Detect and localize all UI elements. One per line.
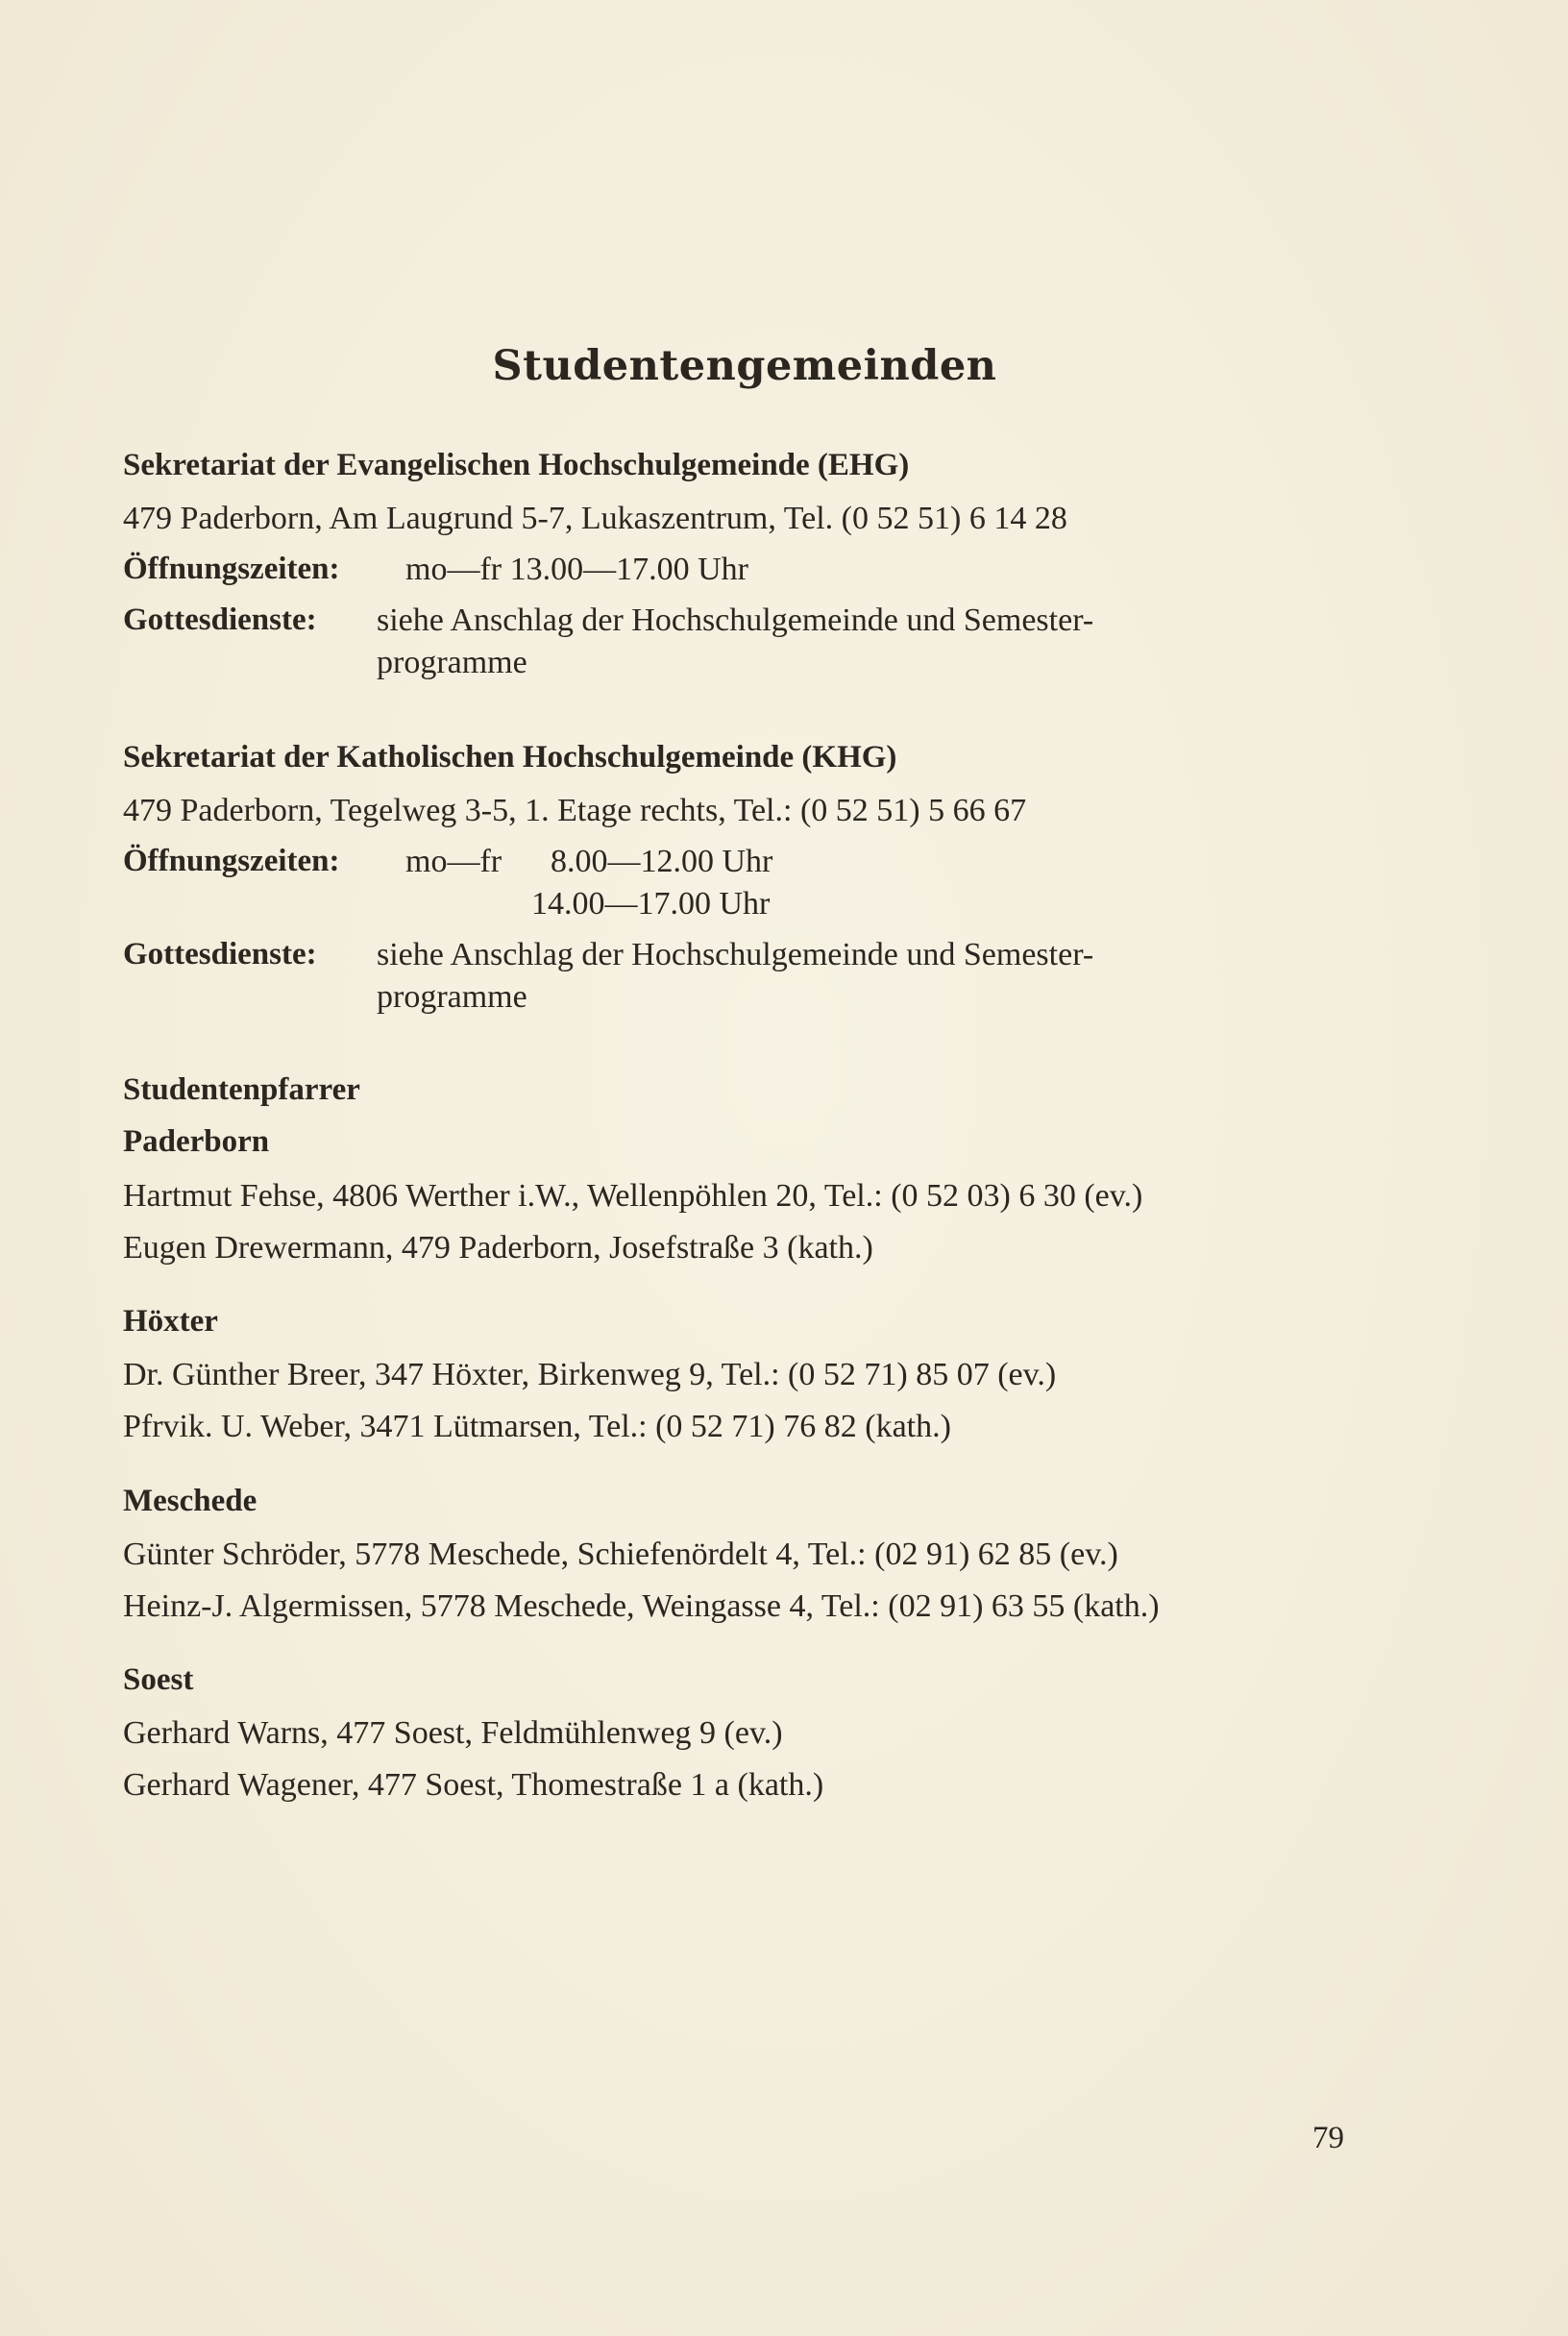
- ehg-services-value-1: siehe Anschlag der Hochschulgemeinde und Semester-: [377, 602, 1094, 638]
- ehg-address: 479 Paderborn, Am Laugrund 5-7, Lukaszentrum, Tel. (0 52 51) 6 14 28: [123, 501, 1067, 536]
- page-title: Studentengemeinden: [492, 342, 997, 390]
- list-item: Pfrvik. U. Weber, 3471 Lütmarsen, Tel.: (0 52 71) 76 82 (kath.): [123, 1409, 951, 1444]
- pfarrer-heading: Studentenpfarrer: [123, 1072, 360, 1107]
- khg-services-value-1: siehe Anschlag der Hochschulgemeinde und Semester-: [377, 937, 1094, 972]
- ehg-hours-value: mo—fr 13.00—17.00 Uhr: [405, 552, 748, 587]
- khg-hours-1: 8.00—12.00 Uhr: [551, 844, 773, 879]
- khg-hours-2: 14.00—17.00 Uhr: [531, 886, 771, 922]
- meschede-heading: Meschede: [123, 1484, 257, 1518]
- ehg-services-label: Gottesdienste:: [123, 602, 317, 637]
- ehg-hours-label: Öffnungszeiten:: [123, 552, 340, 586]
- khg-services-value-2: programme: [377, 979, 527, 1015]
- soest-heading: Soest: [123, 1662, 194, 1697]
- list-item: Günter Schröder, 5778 Meschede, Schiefenördelt 4, Tel.: (02 91) 62 85 (ev.): [123, 1537, 1118, 1572]
- khg-hours-label: Öffnungszeiten:: [123, 844, 340, 878]
- page-number: 79: [1312, 2121, 1344, 2155]
- khg-address: 479 Paderborn, Tegelweg 3-5, 1. Etage rechts, Tel.: (0 52 51) 5 66 67: [123, 793, 1027, 828]
- list-item: Hartmut Fehse, 4806 Werther i.W., Wellenpöhlen 20, Tel.: (0 52 03) 6 30 (ev.): [123, 1178, 1143, 1214]
- list-item: Gerhard Warns, 477 Soest, Feldmühlenweg 9 (ev.): [123, 1715, 783, 1751]
- khg-services-label: Gottesdienste:: [123, 937, 317, 971]
- list-item: Dr. Günther Breer, 347 Höxter, Birkenweg 9, Tel.: (0 52 71) 85 07 (ev.): [123, 1357, 1057, 1392]
- khg-heading: Sekretariat der Katholischen Hochschulgemeinde (KHG): [123, 740, 897, 775]
- ehg-heading: Sekretariat der Evangelischen Hochschulgemeinde (EHG): [123, 448, 910, 482]
- list-item: Gerhard Wagener, 477 Soest, Thomestraße 1 a (kath.): [123, 1767, 824, 1803]
- list-item: Heinz-J. Algermissen, 5778 Meschede, Weingasse 4, Tel.: (02 91) 63 55 (kath.): [123, 1588, 1160, 1624]
- ehg-services-value-2: programme: [377, 645, 527, 680]
- khg-hours-days: mo—fr: [405, 844, 502, 879]
- list-item: Eugen Drewermann, 479 Paderborn, Josefstraße 3 (kath.): [123, 1230, 873, 1266]
- paderborn-heading: Paderborn: [123, 1124, 270, 1159]
- hoexter-heading: Höxter: [123, 1304, 218, 1339]
